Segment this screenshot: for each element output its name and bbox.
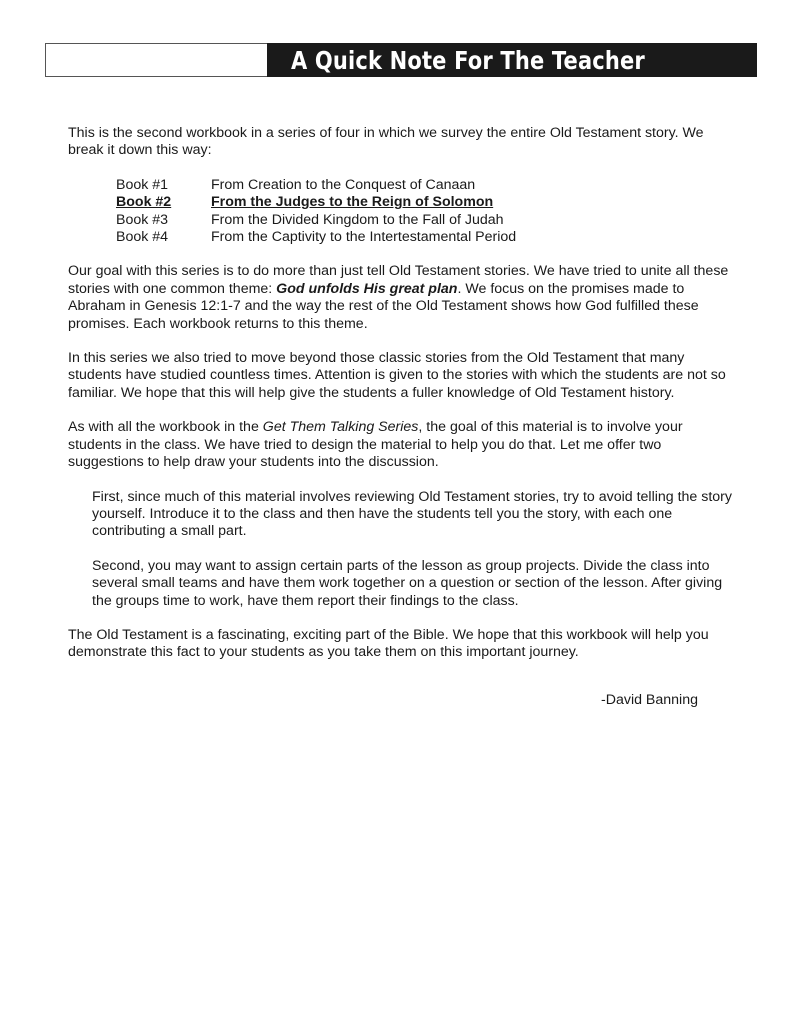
intro-paragraph: This is the second workbook in a series of four in which we survey the entire Old Testament story. We break it down this way: <box>68 125 704 159</box>
book-title: From the Judges to the Reign of Solomon <box>211 194 494 211</box>
series-name: Get Them Talking Series <box>262 419 419 436</box>
book-title: From Creation to the Conquest of Canaan <box>211 176 476 193</box>
book-list <box>116 177 738 247</box>
page-title: A Quick Note For The Teacher <box>291 45 645 75</box>
book-title: From the Captivity to the Intertestamental Period <box>211 229 517 246</box>
goal-text-before: Our goal with this series is to do more than just tell Old Testament stories. We have tried to unite all these stories with one common theme: <box>68 263 729 297</box>
book-item <box>116 177 738 194</box>
book-item <box>116 229 738 246</box>
page-header <box>45 43 757 77</box>
series-text-after: , the goal of this material is to involve your students in the class. We have tried to design the material to help you do that. Let me offer two suggestions to help draw your students into the discussion. <box>68 419 683 471</box>
suggestion-second: Second, you may want to assign certain parts of the lesson as group projects. Divide the class into several small teams and have them work together on a question or section of the lesson. After giving the groups time to work, have them report their findings to the class. <box>92 557 723 609</box>
book-number: Book #1 <box>116 176 169 193</box>
book-number: Book #2 <box>116 194 172 211</box>
closing-paragraph: The Old Testament is a fascinating, exciting part of the Bible. We hope that this workbook will help you demonstrate this fact to your students as you take them on this important journey. <box>68 626 709 661</box>
book-item-current <box>116 194 738 211</box>
signature: -David Banning <box>600 691 698 708</box>
note-body <box>68 125 738 709</box>
book-title: From the Divided Kingdom to the Fall of Judah <box>211 211 504 228</box>
series-text-before: As with all the workbook in the <box>68 419 263 436</box>
goal-paragraph <box>68 263 738 333</box>
theme-emphasis: God unfolds His great plan <box>276 280 458 297</box>
suggestion-first: First, since much of this material involves reviewing Old Testament stories, try to avoid telling the story yourself. Introduce it to the class and then have the students tell you the story, with each one contributing a small part. <box>92 488 733 540</box>
goal-text-after: . We focus on the promises made to Abraham in Genesis 12:1-7 and the way the rest of the Old Testament shows how God fulfilled these promises. Each workbook returns to this theme. <box>68 280 699 332</box>
series-paragraph <box>68 419 738 471</box>
book-number: Book #3 <box>116 211 169 228</box>
book-number: Book #4 <box>116 229 169 246</box>
beyond-paragraph: In this series we also tried to move beyond those classic stories from the Old Testament that many students have studied countless times. Attention is given to the stories with which the students are not so familiar. We hope that this will help give the students a fuller knowledge of Old Testament history. <box>68 350 726 401</box>
book-item <box>116 212 738 229</box>
header-title-bar <box>267 43 757 77</box>
